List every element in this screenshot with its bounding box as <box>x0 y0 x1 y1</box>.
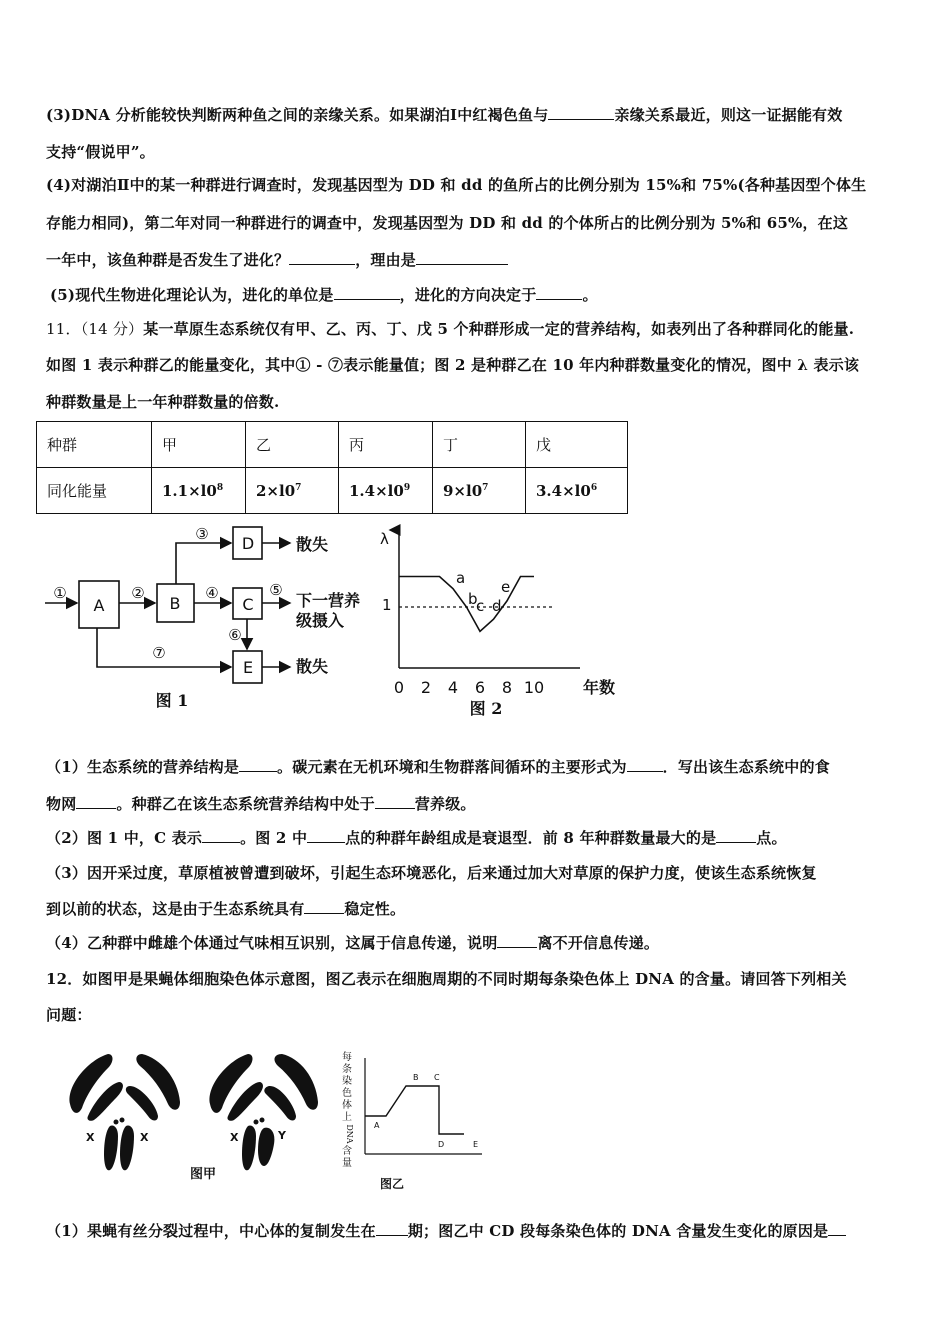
q10-p5: (5)现代生物进化理论认为，进化的单位是 ，进化的方向决定于 。 <box>50 286 598 304</box>
table-species-2: 丙 <box>339 422 433 468</box>
x-tick-6: 6 <box>474 678 486 697</box>
yi-label-e: E <box>473 1140 479 1149</box>
chromosome-shape <box>258 1128 274 1166</box>
x-tick-0: 0 <box>393 678 405 697</box>
label-c: C <box>242 595 254 614</box>
lambda-curve <box>399 577 534 632</box>
num-6: ⑥ <box>228 626 242 644</box>
loss-d-text: 散失 <box>296 535 329 554</box>
x-tick-4: 4 <box>447 678 459 697</box>
q11-intro-line3: 种群数量是上一年种群数量的倍数. <box>46 393 280 411</box>
chromosome-shape <box>87 1082 123 1121</box>
chromosome-shape <box>264 1086 296 1121</box>
figure-2-caption: 图 2 <box>469 699 503 718</box>
table-species-3: 丁 <box>433 422 526 468</box>
q10-p4-line3: 一年中，该鱼种群是否发生了进化？ ，理由是 <box>46 249 508 270</box>
q12-intro-line1: 12．如图甲是果蝇体细胞染色体示意图，图乙表示在细胞周期的不同时期每条染色体上 DNA 的含量。请回答下列相关 <box>46 970 847 988</box>
table-energy-row <box>37 468 628 514</box>
q11-s4: （4）乙种群中雌雄个体通过气味相互识别，这属于信息传递，说明 离不开信息传递。 <box>46 934 660 952</box>
table-header-row <box>37 422 628 468</box>
num-7: ⑦ <box>152 644 166 662</box>
q12-intro-line2: 问题： <box>46 1006 92 1024</box>
figure-1-caption: 图 1 <box>155 691 189 710</box>
num-3: ③ <box>195 525 209 543</box>
loss-e-text: 散失 <box>296 657 329 676</box>
label-y: Y <box>278 1129 286 1142</box>
table-energy-2: $1.4\times l0^9$ <box>339 468 433 514</box>
x-axis-unit: 年数 <box>583 678 616 697</box>
table-species-1: 乙 <box>246 422 339 468</box>
q10-p3-line2: 支持“假说甲”。 <box>46 143 155 161</box>
table-row-label: 同化能量 <box>37 468 152 514</box>
q11-s3-line2: 到以前的状态，这是由于生态系统具有 稳定性。 <box>46 900 406 918</box>
yi-dna-curve <box>365 1086 464 1134</box>
next-level-text-1: 下一营养 <box>296 591 361 610</box>
figure-1-energy-flow <box>40 522 380 718</box>
q10-p3-line1: (3)DNA 分析能较快判断两种鱼之间的亲缘关系。如果湖泊Ⅰ中红褐色鱼与 亲缘关系最近，则这一证据能有效 <box>46 106 843 124</box>
dot-chromosome <box>254 1120 259 1125</box>
num-1: ① <box>53 584 67 602</box>
figure-jia-chromosomes <box>60 1046 330 1186</box>
q12-s1: （1）果蝇有丝分裂过程中，中心体的复制发生在 期；图乙中 CD 段每条染色体的 DNA 含量发生变化的原因是 <box>46 1220 846 1241</box>
x-tick-2: 2 <box>420 678 432 697</box>
figure-jia-caption: 图甲 <box>189 1167 217 1182</box>
table-header-label: 种群 <box>37 422 152 468</box>
energy-table <box>36 421 628 514</box>
point-d: d <box>492 597 502 615</box>
label-a: A <box>93 596 105 615</box>
chromosome-shape <box>242 1125 256 1170</box>
yi-label-a: A <box>374 1121 380 1130</box>
chromosome-shape <box>120 1125 134 1170</box>
y-tick-1: 1 <box>382 596 392 614</box>
x-tick-8: 8 <box>501 678 513 697</box>
table-energy-1: $2\times l0^7$ <box>246 468 339 514</box>
q11-s1-line1: （1）生态系统的营养结构是 。碳元素在无机环境和生物群落间循环的主要形式为 ．写出该生态系统中的食 <box>46 758 830 776</box>
table-species-4: 戊 <box>526 422 628 468</box>
label-d: D <box>241 534 255 553</box>
yi-label-d: D <box>438 1140 445 1149</box>
q11-s2: （2）图 1 中，C 表示 。图 2 中 点的种群年龄组成是衰退型．前 8 年种群数量最大的是 点。 <box>46 829 787 847</box>
chromosome-shape <box>126 1086 158 1121</box>
label-x-3: X <box>230 1131 239 1144</box>
num-4: ④ <box>205 584 219 602</box>
label-b: B <box>169 594 181 613</box>
num-2: ② <box>131 584 145 602</box>
label-x-2: X <box>140 1131 149 1144</box>
y-label-char: 色 <box>342 1088 352 1099</box>
y-label-char: 每 <box>342 1052 352 1063</box>
x-tick-10: 10 <box>523 678 545 697</box>
next-level-text-2: 级摄入 <box>296 611 345 630</box>
y-label-char: 上 <box>342 1112 352 1123</box>
figure-2-lambda-chart <box>370 522 616 722</box>
point-a: a <box>456 569 466 587</box>
table-species-0: 甲 <box>152 422 246 468</box>
q11-s1-line2: 物网 。种群乙在该生态系统营养结构中处于 营养级。 <box>46 795 476 813</box>
y-label-char: 含 <box>342 1146 352 1157</box>
point-b: b <box>468 590 478 608</box>
dot-chromosome <box>114 1120 119 1125</box>
y-label-char: 条 <box>342 1064 352 1075</box>
y-label-char: 量 <box>342 1158 352 1169</box>
num-5: ⑤ <box>269 581 283 599</box>
chromosome-shape <box>104 1125 118 1170</box>
yi-label-c: C <box>434 1073 440 1082</box>
y-axis-label: λ <box>380 530 389 548</box>
label-x-1: X <box>86 1131 95 1144</box>
y-label-char: 体 <box>342 1100 352 1111</box>
figure-yi-dna-chart <box>336 1050 496 1200</box>
q10-p4-line2: 存能力相同)，第二年对同一种群进行的调查中，发现基因型为 DD 和 dd 的个体所占的比例分别为 5%和 65%，在这 <box>46 214 849 232</box>
q11-s3-line1: （3）因开采过度，草原植被曾遭到破坏，引起生态环境恶化，后来通过加大对草原的保护力度，使该生态系统恢复 <box>46 864 817 882</box>
y-label-dna: DNA <box>345 1124 354 1144</box>
q11-intro-line2: 如图 1 表示种群乙的能量变化，其中① - ⑦表示能量值；图 2 是种群乙在 10 年内种群数量变化的情况，图中 λ 表示该 <box>46 356 860 374</box>
point-e: e <box>501 578 511 596</box>
point-c: c <box>476 597 485 615</box>
dot-chromosome <box>120 1118 125 1123</box>
dot-chromosome <box>260 1118 265 1123</box>
table-energy-4: $3.4\times l0^6$ <box>526 468 628 514</box>
q11-intro-line1: 11．（14 分）某一草原生态系统仅有甲、乙、丙、丁、戊 5 个种群形成一定的营养结构，如表列出了各种群同化的能量. <box>46 320 855 338</box>
q10-p4-line1: (4)对湖泊Ⅱ中的某一种群进行调查时，发现基因型为 DD 和 dd 的鱼所占的比例分别为 15%和 75%(各种基因型个体生 <box>46 176 867 194</box>
label-e: E <box>242 658 254 677</box>
table-energy-0: $1.1\times l0^8$ <box>152 468 246 514</box>
figure-yi-caption: 图乙 <box>379 1177 405 1191</box>
table-energy-3: $9\times l0^7$ <box>433 468 526 514</box>
y-label-char: 染 <box>342 1076 352 1087</box>
chromosome-shape <box>227 1082 263 1121</box>
yi-label-b: B <box>413 1073 419 1082</box>
